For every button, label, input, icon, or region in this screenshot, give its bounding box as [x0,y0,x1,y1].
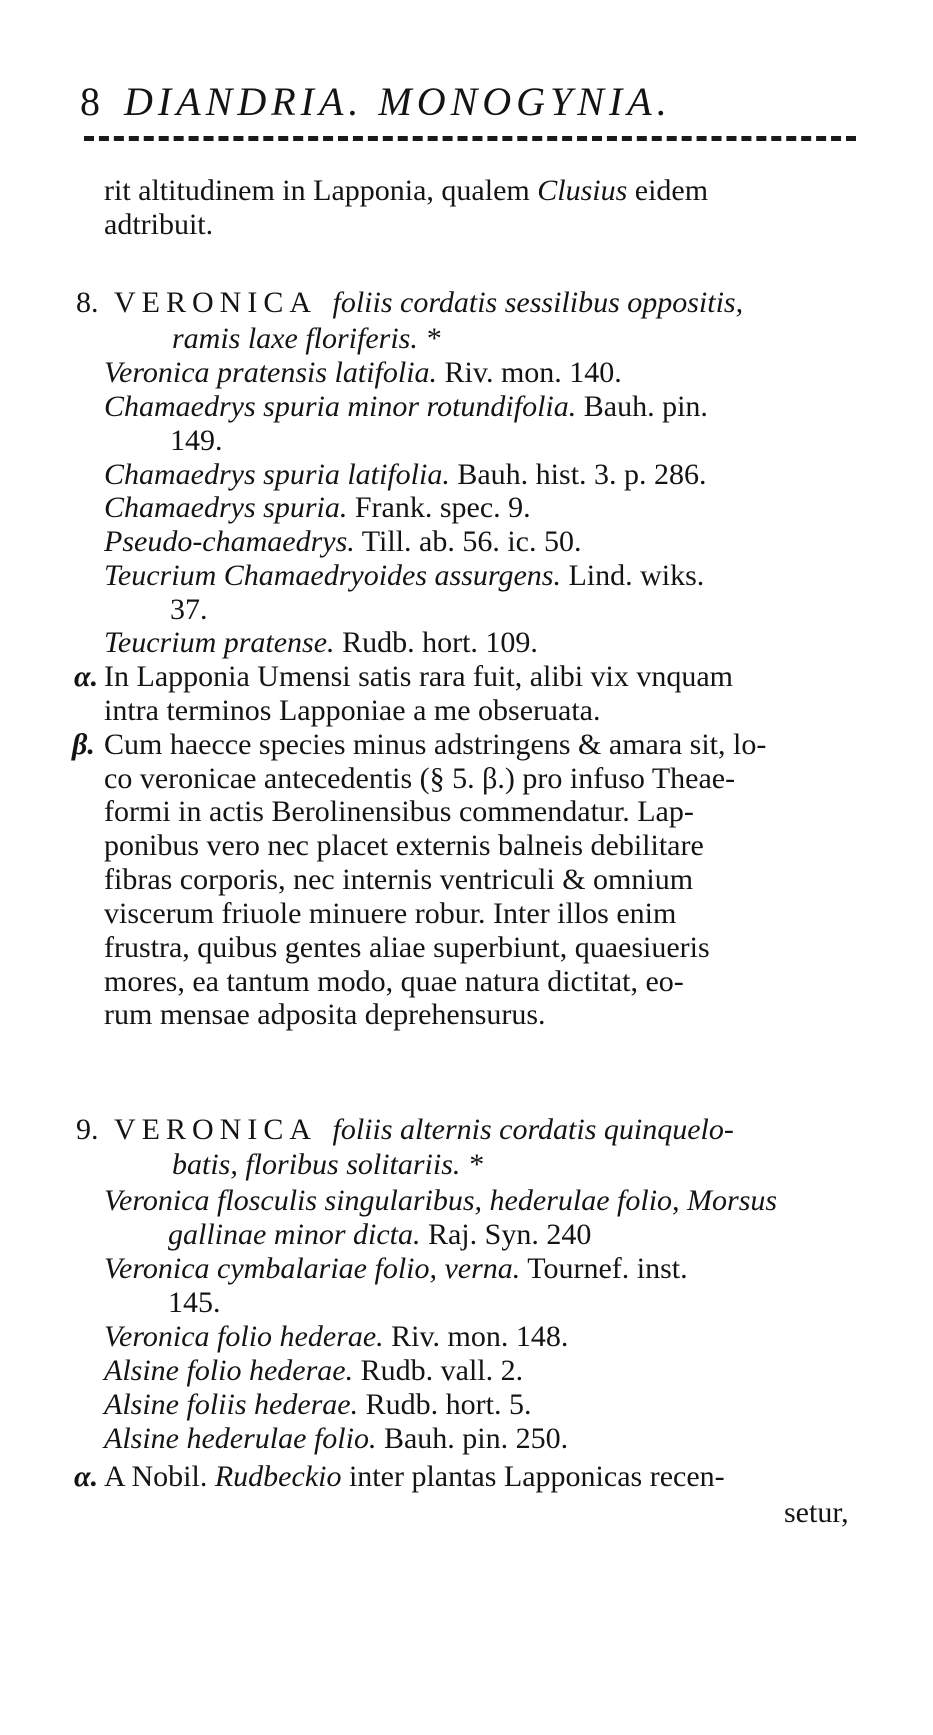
synonym-name: Chamaedrys spuria latifolia. [104,458,450,491]
synonym-line [104,525,581,559]
synonym-ref: Bauh. pin. [576,390,708,423]
note-alpha-line: intra terminos Lapponiae a me obseruata. [104,694,601,727]
synonym-line [170,593,208,627]
synonym-name: Veronica folio hederae. [104,1320,384,1353]
species-number: 8. [76,286,99,319]
synonym-name: gallinae minor dicta. [168,1218,421,1251]
synonym-name: Veronica cymbalariae folio, verna. [104,1252,521,1285]
continuation-line-1 [104,174,708,208]
note-beta-line: formi in actis Berolinensibus commendatur. Lap- [104,795,694,828]
synonym-name: Teucrium Chamaedryoides assurgens. [104,559,561,592]
synonym-line [168,1286,221,1320]
note-marker-alpha: α. [74,660,99,693]
synonym-ref: 37. [170,593,208,626]
note-beta-line: co veronicae antecedentis (§ 5. β.) pro infuso Theae- [104,762,736,795]
synonym-name: Alsine hederulae folio. [104,1422,377,1455]
note-beta-line: Cum haecce species minus adstringens & amara sit, lo- [104,728,767,761]
synonym-line [104,1184,777,1218]
species-9-diagnosis-cont: batis, floribus solitariis. * [172,1148,483,1181]
synonym-line [104,1422,568,1456]
synonym-ref: Bauh. pin. 250. [376,1422,569,1455]
synonym-name: Chamaedrys spuria minor rotundifolia. [104,390,577,423]
running-title: DIANDRIA. MONOGYNIA. [124,79,672,124]
synonym-ref: Till. ab. 56. ic. 50. [354,525,582,558]
note-alpha-line: In Lapponia Umensi satis rara fuit, alibi vix vnquam [104,660,734,693]
species-9-heading [76,1113,734,1147]
note-text: inter plantas Lapponicas recen- [341,1460,725,1493]
synonym-line [104,458,707,492]
note-alpha-line [104,1460,725,1494]
synonym-ref: Tournef. inst. [520,1252,688,1285]
note-marker-beta: β. [72,728,95,761]
synonym-name: Alsine foliis hederae. [104,1388,359,1421]
species-8-diagnosis-cont: ramis laxe floriferis. * [172,322,441,355]
note-beta-line: frustra, quibus gentes aliae superbiunt, quaesiueris [104,931,710,964]
genus-name: VERONICA [114,286,317,319]
synonym-line [168,1218,591,1252]
synonym-ref: 145. [168,1286,221,1319]
genus-name: VERONICA [114,1113,317,1146]
synonym-ref: Frank. spec. 9. [347,491,531,524]
synonym-name: Alsine folio hederae. [104,1354,354,1387]
synonym-line [104,491,531,525]
synonym-name: Pseudo-chamaedrys. [104,525,355,558]
species-8-heading [76,286,743,320]
synonym-name: Veronica flosculis singularibus, hederulae folio, Morsus [104,1184,778,1217]
synonym-ref: 149. [170,424,223,457]
note-marker-alpha: α. [74,1460,99,1493]
diagnosis: foliis cordatis sessilibus oppositis, [332,286,744,319]
synonym-ref: Raj. Syn. 240 [420,1218,592,1251]
synonym-line [104,390,708,424]
synonym-line [104,1320,568,1354]
synonym-ref: Lind. wiks. [560,559,705,592]
note-beta-line: viscerum friuole minuere robur. Inter illos enim [104,897,677,930]
synonym-ref: Riv. mon. 148. [383,1320,569,1353]
author-name: Rudbeckio [214,1460,342,1493]
synonym-ref: Rudb. hort. 109. [334,626,538,659]
synonym-line [104,356,622,390]
continuation-line-2: adtribuit. [104,208,214,241]
synonym-name: Chamaedrys spuria. [104,491,348,524]
note-beta-line: rum mensae adposita deprehensurus. [104,998,546,1031]
synonym-ref: Bauh. hist. 3. p. 286. [449,458,707,491]
diagnosis: foliis alternis cordatis quinquelo- [332,1113,734,1146]
continuation-text: eidem [627,174,709,207]
note-text: A Nobil. [104,1460,215,1493]
species-number: 9. [76,1113,99,1146]
note-beta-line: mores, ea tantum modo, quae natura dictitat, eo- [104,965,684,998]
note-beta-line: ponibus vero nec placet externis balneis debilitare [104,829,704,862]
synonym-line [104,559,704,593]
page-number: 8 [80,79,100,124]
synonym-line [104,626,538,660]
synonym-line [104,1252,688,1286]
synonym-line [104,1388,531,1422]
running-head [80,78,860,126]
continuation-text: rit altitudinem in Lapponia, qualem [104,174,538,207]
synonym-name: Veronica pratensis latifolia. [104,356,438,389]
synonym-ref: Rudb. hort. 5. [358,1388,532,1421]
header-rule [84,136,856,141]
note-beta-line: fibras corporis, nec internis ventriculi & omnium [104,863,694,896]
author-name: Clusius [537,174,628,207]
catchword: setur, [784,1496,849,1529]
synonym-line [170,424,223,458]
synonym-ref: Riv. mon. 140. [437,356,622,389]
synonym-ref: Rudb. vall. 2. [353,1354,524,1387]
synonym-name: Teucrium pratense. [104,626,335,659]
synonym-line [104,1354,523,1388]
